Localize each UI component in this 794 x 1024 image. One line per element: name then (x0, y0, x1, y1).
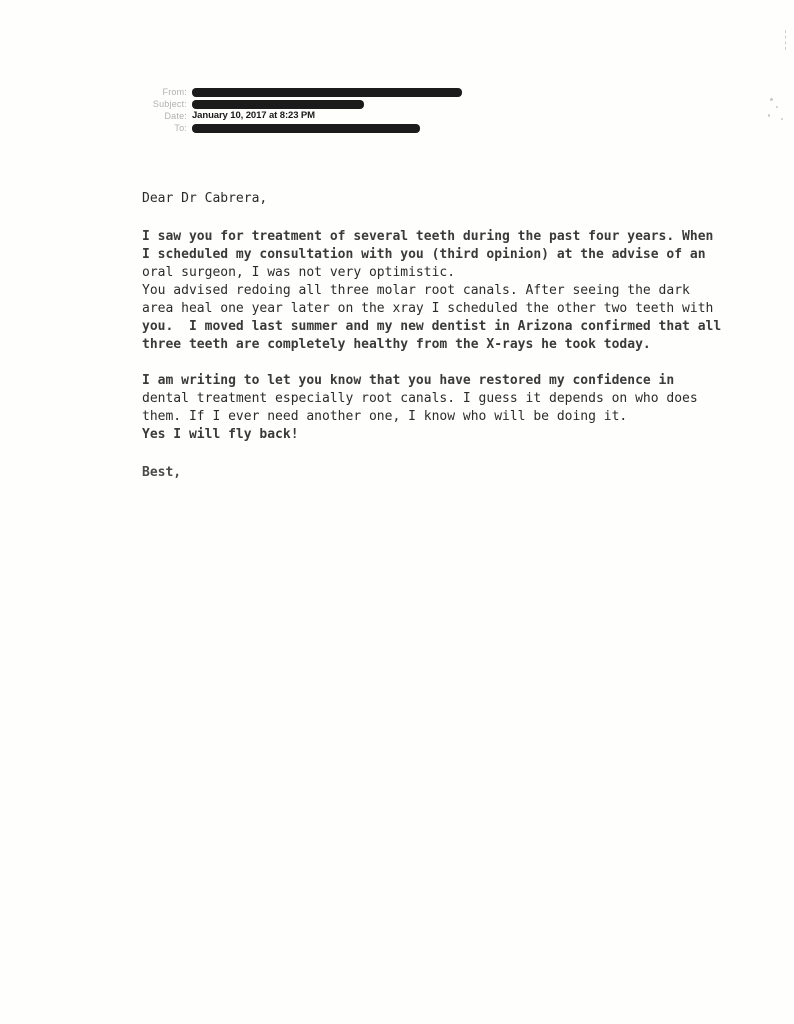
paragraph-1-line: I scheduled my consultation with you (third opinion) at the advise of an (142, 247, 706, 262)
paragraph-1-line: oral surgeon, I was not very optimistic. (142, 265, 456, 280)
paragraph-1-line: I saw you for treatment of several teeth during the past four years. When (142, 229, 714, 244)
header-date-row (140, 110, 480, 122)
scan-speck (770, 98, 773, 101)
paragraph-1-line: area heal one year later on the xray I scheduled the other two teeth with (142, 301, 714, 316)
subject-label: Subject: (152, 99, 187, 109)
paragraph-2-line: them. If I ever need another one, I know who will be doing it. (142, 409, 628, 424)
header-from-row (140, 86, 480, 98)
scan-speck (781, 118, 783, 120)
paragraph-2-line: Yes I will fly back! (142, 427, 299, 442)
date-label: Date: (164, 111, 187, 121)
redacted-subject-bar (192, 100, 364, 109)
paragraph-gap (142, 354, 792, 372)
from-label: From: (162, 87, 187, 97)
scan-speck (768, 114, 770, 117)
letter-body (142, 190, 792, 482)
paragraph-2-line: dental treatment especially root canals. I guess it depends on who does (142, 391, 698, 406)
to-label: To: (174, 123, 187, 133)
email-header (140, 86, 480, 134)
scan-edge-mark (784, 30, 786, 50)
greeting: Dear Dr Cabrera, (142, 191, 268, 206)
header-subject-row (140, 98, 480, 110)
scan-speck (776, 106, 778, 108)
date-value: January 10, 2017 at 8:23 PM (192, 110, 315, 121)
redacted-to-bar (192, 124, 420, 133)
paragraph-2-line: I am writing to let you know that you have restored my confidence in (142, 373, 675, 388)
header-to-row (140, 122, 480, 134)
redacted-from-bar (192, 88, 462, 97)
closing: Best, (142, 465, 182, 480)
paragraph-1-line: You advised redoing all three molar root canals. After seeing the dark (142, 283, 690, 298)
paragraph-1 (142, 228, 792, 354)
paragraph-1-line: you. I moved last summer and my new dentist in Arizona confirmed that all (142, 319, 722, 334)
paragraph-1-line: three teeth are completely healthy from the X-rays he took today. (142, 337, 651, 352)
paragraph-2 (142, 372, 792, 444)
